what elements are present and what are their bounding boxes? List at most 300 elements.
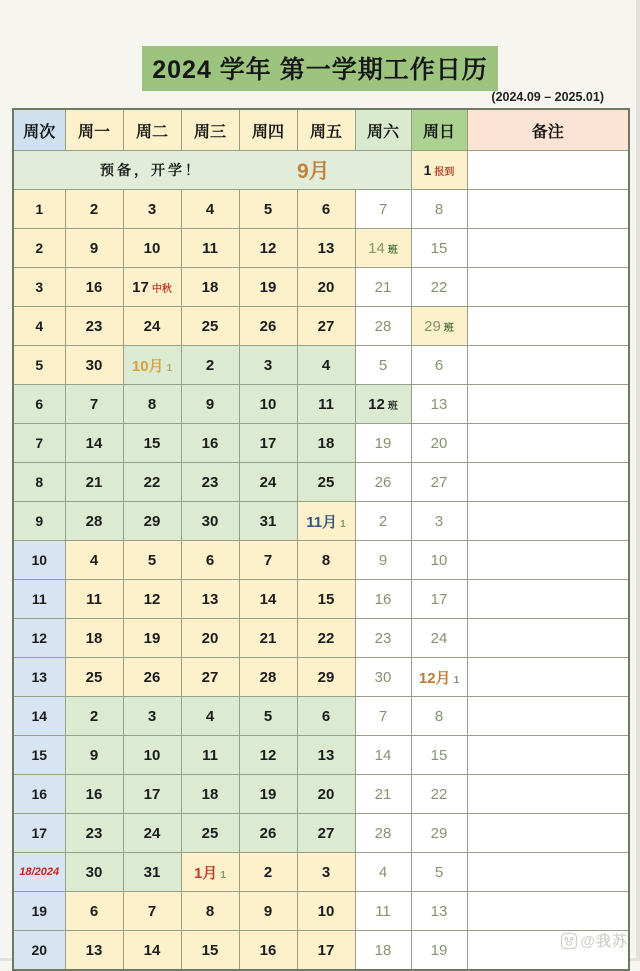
note-cell [467,268,629,307]
september-first-cell [411,151,467,190]
cell-text: 15 [317,590,335,608]
day-cell [297,658,355,697]
day-cell [411,697,467,736]
week-cell [13,541,65,580]
day-cell [123,658,181,697]
day-cell [355,697,411,736]
table-row [13,502,629,541]
cell-text: 12 [143,590,161,608]
cell-text: 2 [35,240,44,256]
cell-text: 6 [89,902,99,920]
cell-sub-text: 报到 [434,167,455,178]
cell-text: 14 [31,708,48,724]
day-cell [65,229,123,268]
cell-text: 13 [430,902,448,920]
cell-text: 17 [259,434,277,452]
week-cell [13,658,65,697]
day-cell [297,502,355,541]
day-cell [297,307,355,346]
day-cell [239,463,297,502]
day-cell [181,541,239,580]
day-cell [355,463,411,502]
cell-text: 4 [205,200,215,218]
cell-text: 13 [31,669,48,685]
day-cell [411,346,467,385]
cell-text: 19 [259,785,277,803]
day-cell [181,814,239,853]
note-cell [467,619,629,658]
september-banner [13,151,411,190]
note-cell [467,853,629,892]
note-cell [467,385,629,424]
cell-text: 22 [430,278,448,296]
day-cell [239,736,297,775]
cell-text: 27 [317,824,335,842]
day-cell [181,502,239,541]
column-header-1: 周一 [65,109,123,151]
day-cell [411,229,467,268]
cell-text: 18 [374,941,392,959]
day-cell [355,931,411,971]
day-cell [239,580,297,619]
day-cell [65,580,123,619]
cell-text: 17 [317,941,335,959]
day-cell [297,580,355,619]
day-cell [355,385,411,424]
cell-text: 6 [321,200,331,218]
column-header-6: 周六 [355,109,411,151]
table-row [13,541,629,580]
cell-text: 16 [85,278,103,296]
cell-text: 1 [35,201,44,217]
table-row [13,736,629,775]
cell-sub-text: 班 [443,322,454,334]
cell-text: 23 [201,473,219,491]
cell-text: 17 [132,278,149,296]
cell-text: 5 [263,707,273,725]
cell-text: 18 [85,629,103,647]
cell-text: 12 [31,630,48,646]
cell-text: 23 [85,824,103,842]
cell-text: 7 [378,707,388,725]
day-cell [297,775,355,814]
watermark-text: @我苏 [580,933,628,950]
photo-edge-right [636,0,640,961]
cell-text: 8 [434,200,444,218]
cell-text: 11 [202,239,218,257]
month-banner-row [13,151,629,190]
day-cell [297,424,355,463]
cell-text: 16 [259,941,277,959]
day-cell [181,892,239,931]
note-cell [467,814,629,853]
day-cell [181,775,239,814]
cell-text: 21 [374,785,392,803]
cell-text: 6 [434,356,444,374]
table-row [13,190,629,229]
cell-text: 5 [378,356,388,374]
day-cell [239,385,297,424]
day-cell [297,814,355,853]
table-row [13,619,629,658]
cell-text: 20 [317,278,335,296]
cell-text: 29 [424,317,441,335]
cell-text: 16 [85,785,103,803]
day-cell [65,463,123,502]
cell-text: 19 [143,629,161,647]
day-cell [123,424,181,463]
cell-text: 22 [317,629,335,647]
table-row [13,697,629,736]
september-label: 9月 [297,160,330,183]
day-cell [411,268,467,307]
day-cell [65,424,123,463]
week-cell [13,619,65,658]
cell-text: 8 [205,902,215,920]
day-cell [355,346,411,385]
cell-text: 8 [434,707,444,725]
day-cell [65,931,123,971]
cell-text: 29 [430,824,448,842]
date-range: (2024.09 – 2025.01) [491,90,604,104]
cell-text: 25 [85,668,103,686]
table-row [13,463,629,502]
cell-text: 14 [374,746,392,764]
day-cell [297,385,355,424]
note-cell [467,229,629,268]
cell-text: 26 [374,473,392,491]
cell-text: 10 [143,746,161,764]
cell-text: 13 [201,590,219,608]
day-cell [65,541,123,580]
day-cell [123,814,181,853]
cell-text: 19 [259,278,277,296]
week-cell [13,346,65,385]
cell-text: 5 [35,357,44,373]
cell-text: 19 [430,941,448,959]
day-cell [65,658,123,697]
day-cell [181,307,239,346]
table-row [13,931,629,971]
cell-text: 13 [317,239,335,257]
cell-text: 24 [259,473,277,491]
cell-text: 30 [201,512,219,530]
day-cell [411,814,467,853]
note-cell [467,541,629,580]
cell-text: 12 [259,239,277,257]
day-cell [181,697,239,736]
day-cell [65,307,123,346]
cell-text: 20 [31,942,48,958]
column-header-2: 周二 [123,109,181,151]
cell-text: 28 [374,824,392,842]
day-cell [355,619,411,658]
day-cell [239,697,297,736]
cell-text: 4 [35,318,44,334]
day-cell [355,853,411,892]
cell-text: 11 [202,746,218,764]
day-cell [181,190,239,229]
note-cell [467,697,629,736]
cell-text: 31 [259,512,277,530]
cell-text: 27 [317,317,335,335]
day-cell [181,580,239,619]
cell-text: 28 [85,512,103,530]
cell-text: 3 [321,863,331,881]
cell-sub-text: 班 [387,400,398,412]
note-cell [467,307,629,346]
cell-text: 21 [259,629,277,647]
column-header-5: 周五 [297,109,355,151]
cell-sub-text: 中秋 [151,283,172,295]
cell-text: 15 [31,747,48,763]
day-cell [411,190,467,229]
paw-icon [560,932,578,950]
cell-text: 18 [201,785,219,803]
cell-text: 17 [430,590,448,608]
note-cell [467,892,629,931]
week-cell [13,190,65,229]
day-cell [123,541,181,580]
day-cell [411,463,467,502]
week-cell [13,931,65,971]
table-row [13,268,629,307]
cell-text: 23 [85,317,103,335]
day-cell [297,697,355,736]
day-cell [65,697,123,736]
cell-text: 2 [205,356,215,374]
day-cell [65,814,123,853]
cell-text: 15 [430,239,448,257]
day-cell [65,853,123,892]
day-cell [411,502,467,541]
cell-text: 28 [374,317,392,335]
cell-text: 30 [374,668,392,686]
week-cell [13,424,65,463]
day-cell [65,775,123,814]
cell-text: 26 [143,668,161,686]
cell-text: 29 [317,668,335,686]
cell-text: 11 [318,395,334,413]
cell-text: 1 [423,162,432,178]
note-cell [467,580,629,619]
cell-text: 24 [143,317,161,335]
cell-text: 3 [147,200,157,218]
cell-text: 7 [378,200,388,218]
cell-text: 11 [375,902,391,920]
cell-text: 4 [378,863,388,881]
cell-text: 25 [201,824,219,842]
cell-sub-text: 1 [220,869,226,881]
week-cell [13,775,65,814]
column-header-8: 备注 [467,109,629,151]
day-cell [239,892,297,931]
column-header-3: 周三 [181,109,239,151]
week-cell [13,736,65,775]
cell-text: 10 [317,902,335,920]
table-row [13,229,629,268]
cell-text: 9 [205,395,215,413]
day-cell [355,424,411,463]
day-cell [181,463,239,502]
calendar-header [13,109,629,151]
cell-text: 9 [378,551,388,569]
note-cell [467,775,629,814]
cell-text: 13 [85,941,103,959]
cell-text: 10月 [131,357,164,375]
cell-text: 17 [143,785,161,803]
cell-text: 14 [259,590,277,608]
day-cell [239,502,297,541]
note-cell [467,463,629,502]
cell-text: 30 [85,356,103,374]
cell-text: 5 [263,200,273,218]
week-cell [13,307,65,346]
cell-text: 15 [201,941,219,959]
day-cell [65,346,123,385]
day-cell [123,346,181,385]
day-cell [297,892,355,931]
cell-text: 7 [263,551,273,569]
cell-text: 18 [201,278,219,296]
week-cell [13,814,65,853]
cell-text: 29 [143,512,161,530]
cell-text: 12 [368,395,385,413]
cell-text: 28 [259,668,277,686]
day-cell [65,190,123,229]
calendar-body [13,151,629,971]
column-header-4: 周四 [239,109,297,151]
day-cell [181,229,239,268]
day-cell [411,541,467,580]
cell-text: 10 [259,395,277,413]
day-cell [355,268,411,307]
day-cell [123,853,181,892]
day-cell [297,931,355,971]
day-cell [181,658,239,697]
cell-text: 2 [89,200,99,218]
day-cell [297,736,355,775]
cell-text: 8 [147,395,157,413]
cell-text: 2 [89,707,99,725]
day-cell [123,385,181,424]
table-row [13,775,629,814]
cell-text: 16 [374,590,392,608]
cell-text: 30 [85,863,103,881]
cell-text: 27 [430,473,448,491]
day-cell [355,307,411,346]
cell-text: 18 [317,434,335,452]
day-cell [181,385,239,424]
day-cell [297,853,355,892]
week-cell [13,697,65,736]
day-cell [239,307,297,346]
day-cell [297,268,355,307]
note-cell [467,502,629,541]
day-cell [123,931,181,971]
day-cell [65,502,123,541]
cell-text: 15 [143,434,161,452]
cell-text: 7 [35,435,44,451]
day-cell [239,268,297,307]
day-cell [123,268,181,307]
cell-text: 22 [143,473,161,491]
day-cell [181,736,239,775]
cell-text: 20 [201,629,219,647]
cell-text: 11月 [306,513,338,531]
cell-text: 22 [430,785,448,803]
cell-text: 26 [259,824,277,842]
cell-text: 19 [374,434,392,452]
title-bar [0,46,640,91]
cell-text: 13 [317,746,335,764]
day-cell [239,229,297,268]
column-header-7: 周日 [411,109,467,151]
day-cell [239,658,297,697]
day-cell [123,697,181,736]
cell-text: 10 [143,239,161,257]
cell-text: 8 [35,474,44,490]
day-cell [239,814,297,853]
cell-text: 4 [89,551,99,569]
table-row [13,346,629,385]
day-cell [181,619,239,658]
week-cell [13,502,65,541]
day-cell [297,541,355,580]
day-cell [411,580,467,619]
cell-text: 12月 [418,669,451,687]
cell-text: 21 [85,473,103,491]
cell-text: 16 [31,786,48,802]
day-cell [181,268,239,307]
day-cell [355,658,411,697]
day-cell [123,736,181,775]
day-cell [411,385,467,424]
day-cell [411,424,467,463]
cell-text: 1月 [194,864,218,882]
cell-sub-text: 1 [453,674,460,686]
day-cell [355,775,411,814]
table-row [13,580,629,619]
cell-text: 7 [147,902,157,920]
cell-text: 31 [143,863,161,881]
cell-text: 2 [263,863,273,881]
cell-text: 18/2024 [19,866,60,878]
cell-sub-text: 1 [340,518,346,530]
day-cell [411,853,467,892]
day-cell [297,190,355,229]
cell-text: 8 [321,551,331,569]
banner-note-text: 预备，开学！ [100,162,202,178]
day-cell [181,853,239,892]
day-cell [411,775,467,814]
cell-text: 23 [374,629,392,647]
cell-text: 5 [147,551,157,569]
cell-text: 4 [205,707,215,725]
day-cell [123,619,181,658]
table-row [13,385,629,424]
day-cell [411,892,467,931]
cell-text: 6 [205,551,215,569]
day-cell [239,190,297,229]
day-cell [355,502,411,541]
cell-sub-text: 1 [166,362,173,374]
cell-sub-text: 班 [387,244,398,256]
day-cell [239,541,297,580]
cell-text: 26 [259,317,277,335]
table-row [13,658,629,697]
page-title: 2024 学年 第一学期工作日历 [142,46,498,91]
